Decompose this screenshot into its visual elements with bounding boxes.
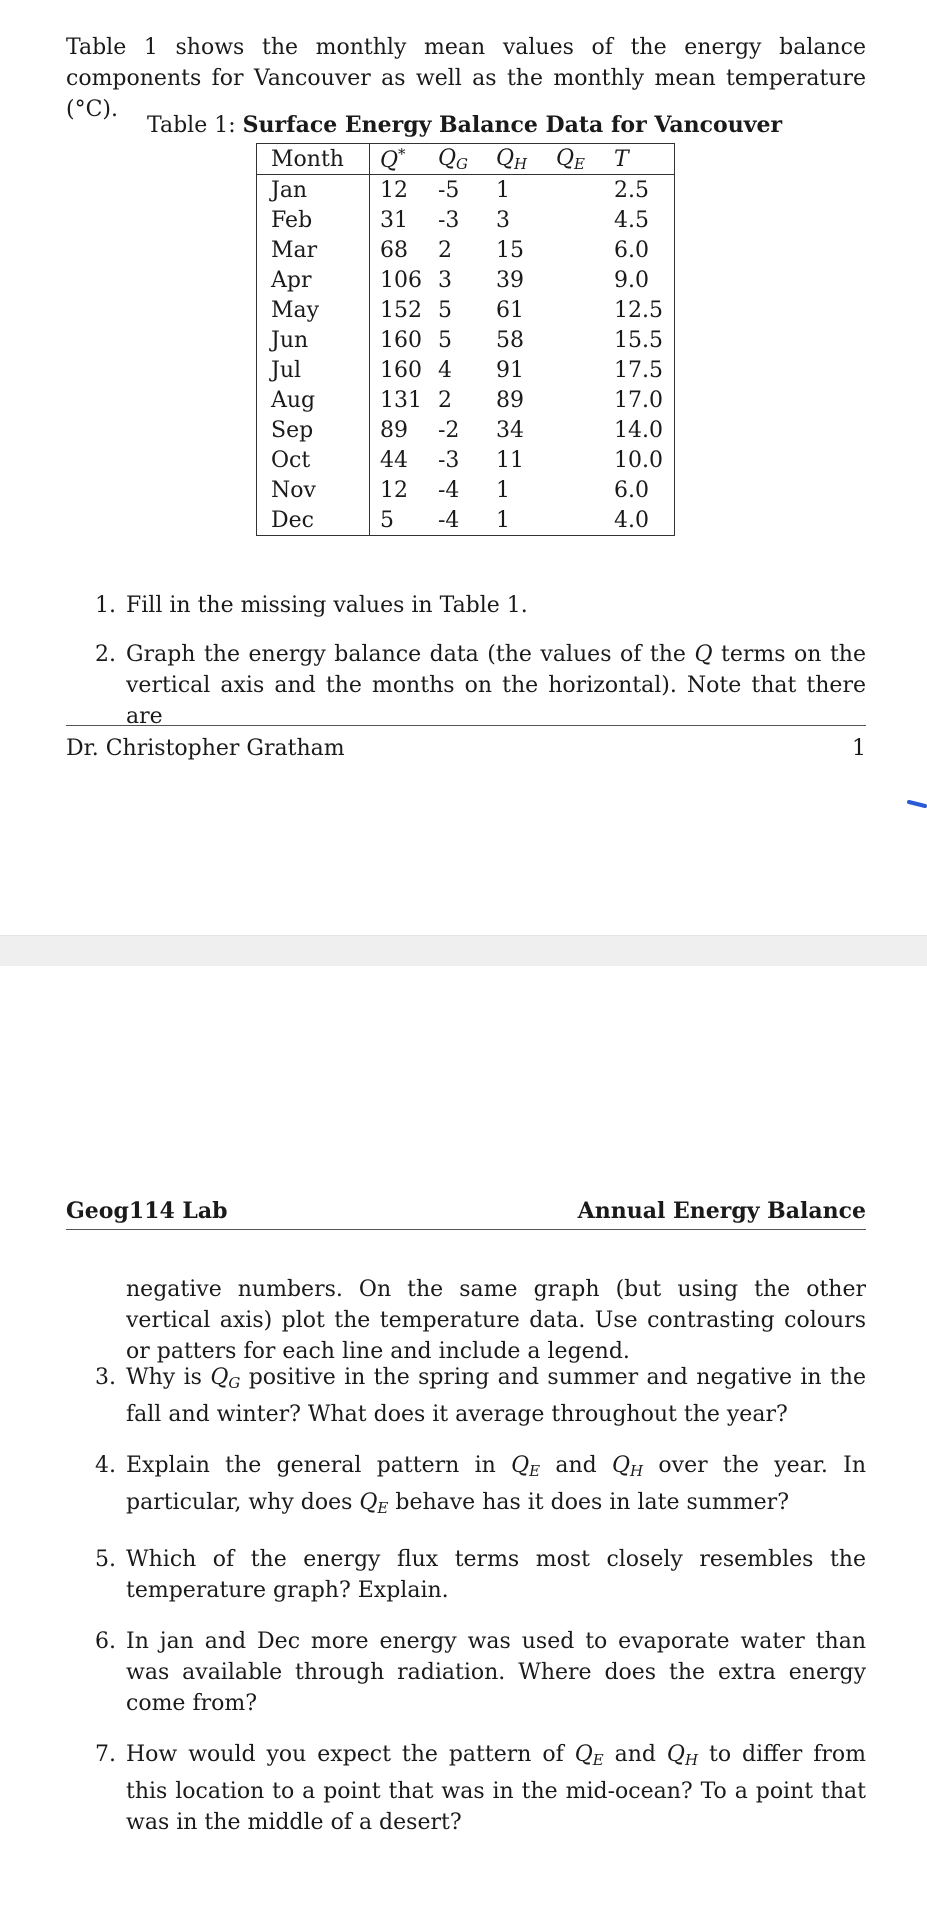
table-row xyxy=(257,415,675,445)
cell-qstar: 31 xyxy=(380,207,408,233)
cell-qg: -3 xyxy=(438,447,460,473)
cell-qh: 58 xyxy=(496,327,524,353)
cell-qstar: 160 xyxy=(380,327,422,353)
header-qg: $Q_G$ xyxy=(438,144,496,175)
table-row xyxy=(257,265,675,295)
cell-qg: 5 xyxy=(438,327,452,353)
cell-month: Mar xyxy=(257,235,370,265)
question-3: 3. Why is $Q_G$ positive in the spring and summer and negative in the fall and winter? What does it average throughout the year? xyxy=(95,1365,866,1427)
table-body xyxy=(257,175,675,536)
cell-qg: -4 xyxy=(438,507,460,533)
cell-month: Feb xyxy=(257,205,370,235)
cell-qstar: 131 xyxy=(380,387,422,413)
question-2: 2. Graph the energy balance data (the values of the Q terms on the vertical axis and the months on the horizontal). Note that there are xyxy=(95,642,866,729)
header-qe: $Q_E$ xyxy=(556,144,614,175)
question-5: 5. Which of the energy flux terms most closely resembles the temperature graph? Explain. xyxy=(95,1547,866,1603)
document-page-2 xyxy=(0,966,927,1920)
cell-temperature: 2.5 xyxy=(614,177,649,203)
cell-qg: -2 xyxy=(438,417,460,443)
cell-qh: 11 xyxy=(496,447,524,473)
question-list-page1 xyxy=(95,590,866,732)
cell-qh: 1 xyxy=(496,507,510,533)
header-rule xyxy=(66,1229,866,1230)
cell-qstar: 89 xyxy=(380,417,408,443)
cell-qe xyxy=(556,385,614,415)
page-separator xyxy=(0,935,927,967)
energy-balance-table xyxy=(256,143,675,536)
cell-qe xyxy=(556,445,614,475)
cell-temperature: 14.0 xyxy=(614,417,663,443)
cell-temperature: 9.0 xyxy=(614,267,649,293)
cell-qstar: 160 xyxy=(380,357,422,383)
table-row xyxy=(257,355,675,385)
cell-qe xyxy=(556,475,614,505)
cell-month: Aug xyxy=(257,385,370,415)
table-row xyxy=(257,325,675,355)
cell-qg: 3 xyxy=(438,267,452,293)
cell-qe xyxy=(556,205,614,235)
cell-temperature: 17.0 xyxy=(614,387,663,413)
cell-temperature: 4.5 xyxy=(614,207,649,233)
question-list-page2 xyxy=(95,1362,866,1838)
footer-rule xyxy=(66,725,866,726)
cell-qh: 15 xyxy=(496,237,524,263)
cell-month: Oct xyxy=(257,445,370,475)
cell-qg: -5 xyxy=(438,177,460,203)
cell-qstar: 5 xyxy=(380,507,394,533)
table-caption xyxy=(147,112,782,138)
cell-month: Jan xyxy=(257,175,370,206)
document-page-1 xyxy=(0,0,927,935)
header-qstar: Q* xyxy=(370,144,439,175)
cell-qg: 2 xyxy=(438,387,452,413)
cell-qg: 5 xyxy=(438,297,452,323)
cell-qh: 91 xyxy=(496,357,524,383)
question-4: 4. Explain the general pattern in $Q_E$ and $Q_H$ over the year. In particular, why does $Q_E$ behave has it does in late summer? xyxy=(95,1453,866,1517)
footer-author: Dr. Christopher Gratham xyxy=(66,736,345,761)
cell-qg: 2 xyxy=(438,237,452,263)
cell-qh: 89 xyxy=(496,387,524,413)
header-title: Annual Energy Balance xyxy=(577,1198,866,1224)
cell-qe xyxy=(556,355,614,385)
table-row xyxy=(257,385,675,415)
cell-qstar: 106 xyxy=(380,267,422,293)
cell-month: Sep xyxy=(257,415,370,445)
cell-qg: -4 xyxy=(438,477,460,503)
caption-title: Surface Energy Balance Data for Vancouver xyxy=(242,112,783,138)
caption-prefix: Table 1: xyxy=(147,113,236,138)
cell-month: Apr xyxy=(257,265,370,295)
table-row xyxy=(257,445,675,475)
cell-qh: 1 xyxy=(496,177,510,203)
cell-temperature: 17.5 xyxy=(614,357,663,383)
header-month: Month xyxy=(257,144,370,175)
header-temperature: T xyxy=(614,144,675,175)
table-row xyxy=(257,505,675,536)
footer-page-number: 1 xyxy=(852,736,866,761)
cell-qe xyxy=(556,415,614,445)
cell-temperature: 12.5 xyxy=(614,297,663,323)
header-qh: $Q_H$ xyxy=(496,144,556,175)
table-row xyxy=(257,205,675,235)
cell-qg: -3 xyxy=(438,207,460,233)
cell-temperature: 4.0 xyxy=(614,507,649,533)
cell-month: Dec xyxy=(257,505,370,536)
pen-annotation-mark xyxy=(907,798,927,810)
intro-paragraph: Table 1 shows the monthly mean values of the energy balance components for Vancouver as well as the monthly mean temperature (°C). xyxy=(66,35,866,122)
question-1: 1. Fill in the missing values in Table 1. xyxy=(95,593,528,618)
cell-month: Nov xyxy=(257,475,370,505)
cell-qe xyxy=(556,505,614,536)
cell-qe xyxy=(556,235,614,265)
cell-qh: 1 xyxy=(496,477,510,503)
cell-month: Jul xyxy=(257,355,370,385)
cell-qh: 3 xyxy=(496,207,510,233)
cell-temperature: 6.0 xyxy=(614,237,649,263)
cell-qstar: 12 xyxy=(380,177,408,203)
cell-qg: 4 xyxy=(438,357,452,383)
question-7: 7. How would you expect the pattern of $Q_E$ and $Q_H$ to differ from this location to a point that was in the mid-ocean? To a point that was in the middle of a desert? xyxy=(95,1742,866,1835)
cell-temperature: 6.0 xyxy=(614,477,649,503)
cell-qe xyxy=(556,325,614,355)
table-header-row xyxy=(257,144,675,175)
cell-qh: 61 xyxy=(496,297,524,323)
table-row xyxy=(257,295,675,325)
question-6: 6. In jan and Dec more energy was used to evaporate water than was available through radiation. Where does the extra energy come from? xyxy=(95,1629,866,1716)
cell-month: Jun xyxy=(257,325,370,355)
cell-qe xyxy=(556,175,614,206)
cell-qe xyxy=(556,265,614,295)
table-row xyxy=(257,475,675,505)
cell-month: May xyxy=(257,295,370,325)
cell-qstar: 68 xyxy=(380,237,408,263)
cell-temperature: 10.0 xyxy=(614,447,663,473)
cell-qstar: 152 xyxy=(380,297,422,323)
cell-temperature: 15.5 xyxy=(614,327,663,353)
header-course: Geog114 Lab xyxy=(66,1198,228,1224)
cell-qh: 34 xyxy=(496,417,524,443)
cell-qh: 39 xyxy=(496,267,524,293)
cell-qstar: 12 xyxy=(380,477,408,503)
table-row xyxy=(257,235,675,265)
cell-qe xyxy=(556,295,614,325)
cell-qstar: 44 xyxy=(380,447,408,473)
table-row xyxy=(257,175,675,206)
question-2-continued: negative numbers. On the same graph (but using the other vertical axis) plot the temperature data. Use contrasting colours or patters for each line and include a legend. xyxy=(126,1277,866,1364)
